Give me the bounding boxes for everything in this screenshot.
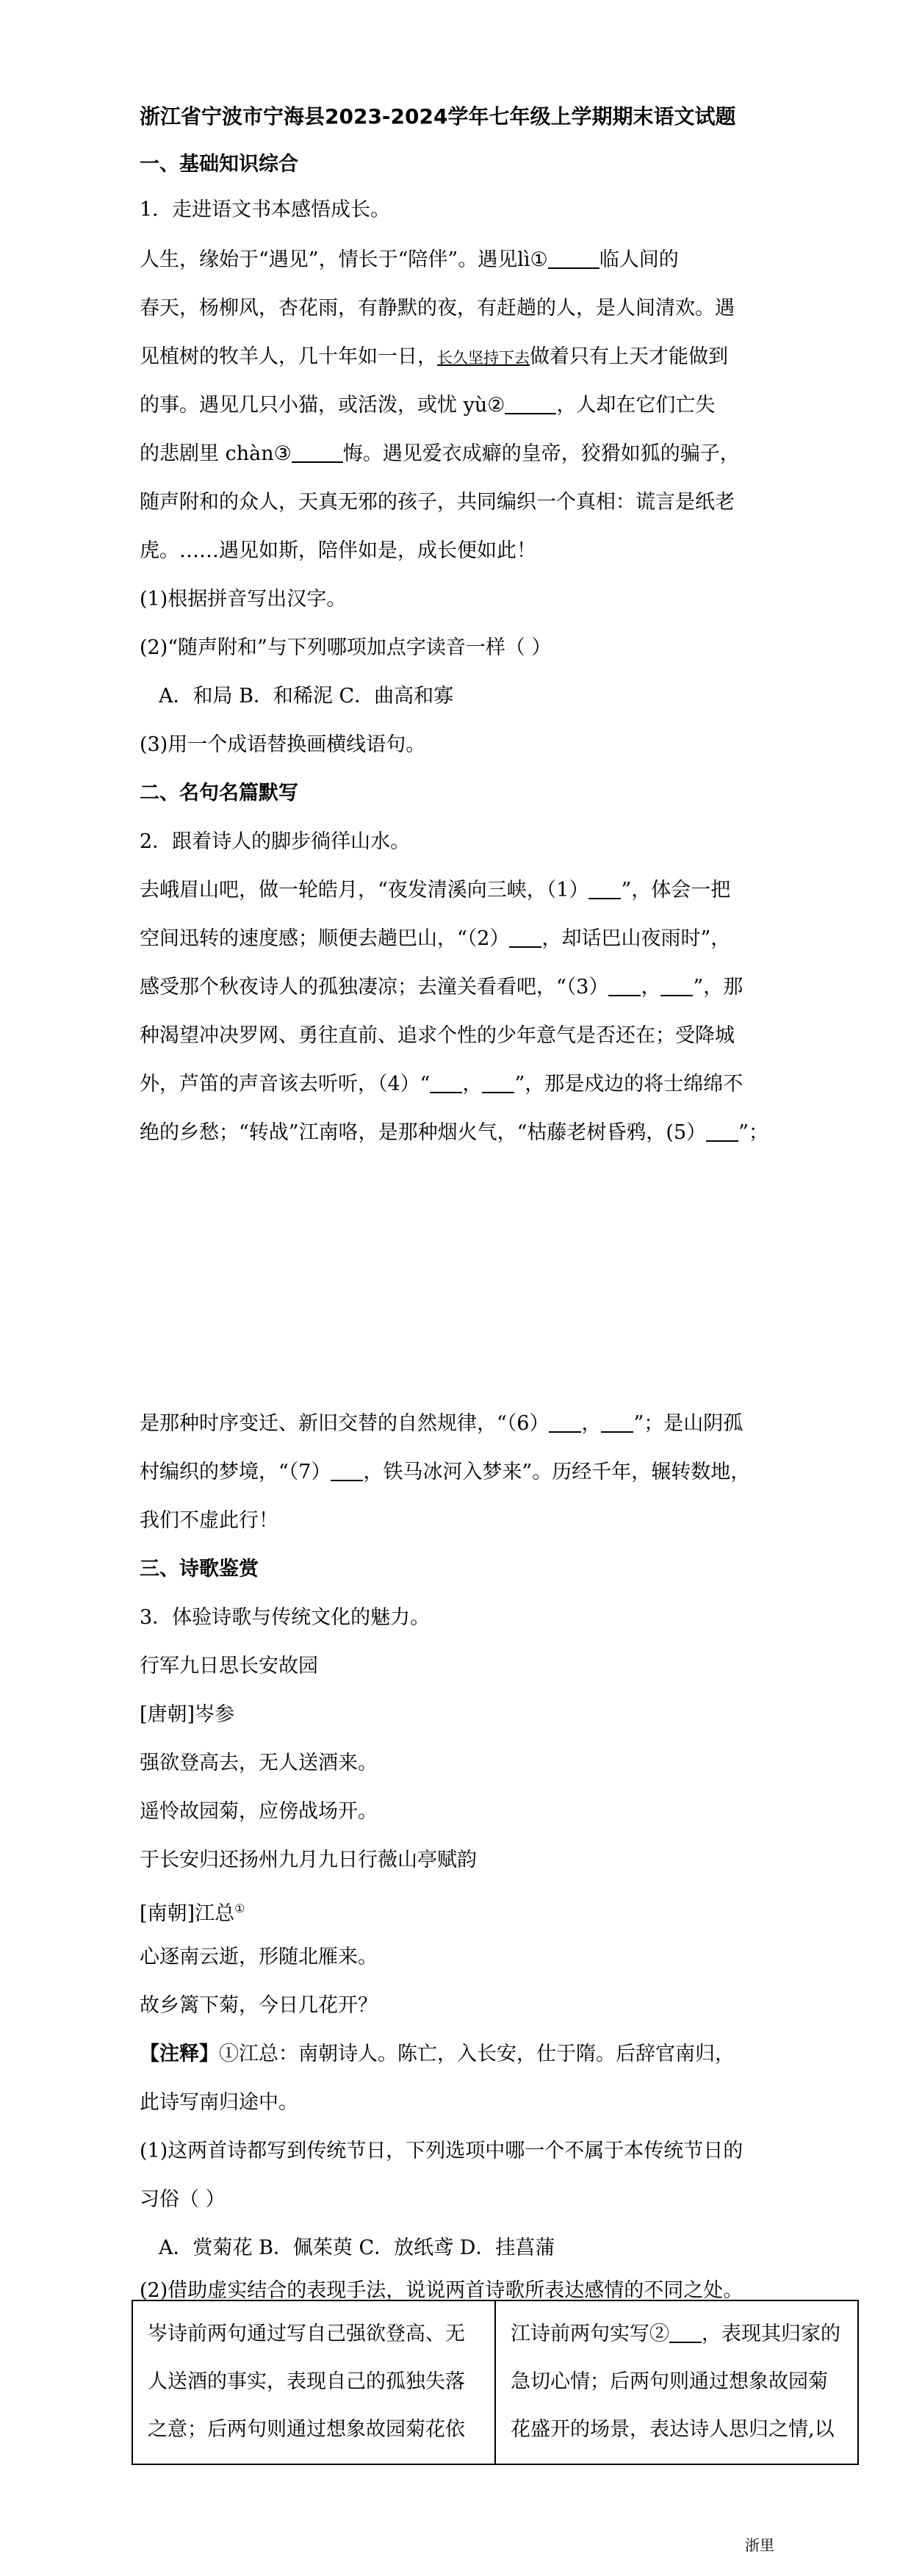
q1-passage-line: 的事。遇见几只小猫，或活泼，或忧 yù② ，人却在它们亡失 [140, 394, 716, 417]
section-heading-poetry: 三、诗歌鉴赏 [140, 1558, 259, 1580]
section-heading-recitation: 二、名句名篇默写 [140, 782, 298, 805]
footnote-mark: ① [234, 1902, 245, 1915]
poem-2-line: 心逐南云逝，形随北雁来。 [140, 1946, 378, 1968]
q1-passage-line: 人生，缘始于“遇见”，情长于“陪伴”。遇见lì① 临人间的 [140, 248, 679, 271]
answer-blank[interactable] [292, 441, 343, 463]
answer-table [132, 2300, 859, 2465]
q1-subquestion-3: (3)用一个成语替换画横线语句。 [140, 733, 426, 756]
answer-blank[interactable] [331, 1459, 363, 1481]
table-cell-right: 江诗前两句实写② ，表现其归家的 急切心情；后两句则通过想象故园菊 花盛开的场景，表达诗人思归之情,以 [495, 2300, 858, 2464]
poem-2-line: 故乡篱下菊，今日几花开？ [140, 1994, 378, 2017]
q2-passage-line: 空间迅转的速度感；顺便去趟巴山，“（2） ，却话巴山夜雨时”， [140, 927, 731, 950]
q1-passage-line: 见植树的牧羊人，几十年如一日，长久坚持下去做着只有上天才能做到 [140, 345, 728, 368]
q3-subquestion-1: 习俗（ ） [140, 2188, 226, 2211]
poem-1-title: 行军九日思长安故园 [140, 1655, 318, 1677]
q1-options: A．和局 B．和稀泥 C．曲高和寡 [159, 685, 454, 708]
q1-passage-line: 的悲剧里 chàn③ 悔。遇见爱衣成癖的皇帝，狡猾如狐的骗子， [140, 442, 740, 465]
q2-passage-line: 是那种时序变迁、新旧交替的自然规律，“（6） ， ”；是山阴孤 [140, 1412, 743, 1435]
q3-subquestion-2: (2)借助虚实结合的表现手法，说说两首诗歌所表达感情的不同之处。 [140, 2279, 743, 2302]
answer-blank[interactable] [608, 974, 641, 996]
q2-passage-line: 种渴望冲决罗网、勇往直前、追求个性的少年意气是否还在；受降城 [140, 1024, 735, 1047]
answer-blank[interactable] [660, 974, 693, 996]
answer-blank[interactable] [430, 1071, 462, 1093]
page-footer: 浙里 [745, 2536, 774, 2554]
underlined-phrase: 长久坚持下去 [437, 349, 530, 367]
question-3-stem: 3．体验诗歌与传统文化的魅力。 [140, 1606, 431, 1629]
poem-1-author: [唐朝]岑参 [140, 1703, 235, 1726]
answer-blank[interactable] [548, 247, 599, 269]
q2-passage-line: 村编织的梦境，“（7） ，铁马冰河入梦来”。历经千年，辗转数地， [140, 1461, 751, 1483]
q1-passage-line: 春天，杨柳风，杏花雨，有静默的夜，有赶趟的人，是人间清欢。遇 [140, 297, 735, 320]
answer-blank[interactable] [706, 1120, 738, 1142]
poem-2-author: [南朝]江总① [140, 1902, 245, 1925]
annotation-note: 此诗写南归途中。 [140, 2091, 298, 2114]
answer-blank[interactable] [505, 392, 556, 414]
q2-passage-line: 去峨眉山吧，做一轮皓月，“夜发清溪向三峡，（1） ”，体会一把 [140, 879, 731, 902]
q1-subquestion-1: (1)根据拼音写出汉字。 [140, 588, 347, 611]
question-2-stem: 2．跟着诗人的脚步徜徉山水。 [140, 830, 411, 853]
poem-2-title: 于长安归还扬州九月九日行薇山亭赋韵 [140, 1849, 477, 1871]
annotation-note: 【注释】①江总：南朝诗人。陈亡，入长安，仕于隋。后辞官南归， [140, 2043, 735, 2065]
answer-blank[interactable] [509, 926, 541, 948]
q1-subquestion-2: (2)“随声附和”与下列哪项加点字读音一样（ ） [140, 636, 552, 659]
poem-1-line: 强欲登高去，无人送酒来。 [140, 1752, 378, 1774]
exam-title: 浙江省宁波市宁海县2023-2024学年七年级上学期期末语文试题 [140, 104, 736, 129]
answer-blank[interactable] [482, 1071, 514, 1093]
q1-passage-line: 随声附和的众人，天真无邪的孩子，共同编织一个真相：谎言是纸老 [140, 491, 735, 514]
question-1-stem: 1．走进语文书本感悟成长。 [140, 198, 391, 221]
q2-passage-line: 绝的乡愁；“转战”江南咯，是那种烟火气，“枯藤老树昏鸦，(5） ”； [140, 1121, 768, 1144]
answer-blank[interactable] [669, 2321, 702, 2343]
table-cell-left: 岑诗前两句通过写自己强欲登高、无 人送酒的事实，表现自己的孤独失落 之意；后两句则通过想象故园菊花依 [132, 2300, 495, 2464]
answer-blank[interactable] [588, 877, 621, 899]
q3-subquestion-1: (1)这两首诗都写到传统节日，下列选项中哪一个不属于本传统节日的 [140, 2140, 743, 2162]
q3-options: A．赏菊花 B．佩茱萸 C．放纸鸢 D．挂菖蒲 [159, 2237, 555, 2259]
q2-passage-line: 感受那个秋夜诗人的孤独凄凉；去潼关看看吧，“（3） ， ”，那 [140, 976, 743, 999]
section-heading-basic: 一、基础知识综合 [140, 153, 298, 176]
q2-passage-line: 我们不虚此行！ [140, 1509, 278, 1532]
answer-blank[interactable] [549, 1411, 581, 1433]
q2-passage-line: 外，芦笛的声音该去听听，（4）“ ， ”，那是戍边的将士绵绵不 [140, 1073, 743, 1095]
q1-passage-line: 虎。……遇见如斯，陪伴如是，成长便如此！ [140, 539, 536, 562]
answer-blank[interactable] [601, 1411, 633, 1433]
poem-1-line: 遥怜故园菊，应傍战场开。 [140, 1800, 378, 1823]
